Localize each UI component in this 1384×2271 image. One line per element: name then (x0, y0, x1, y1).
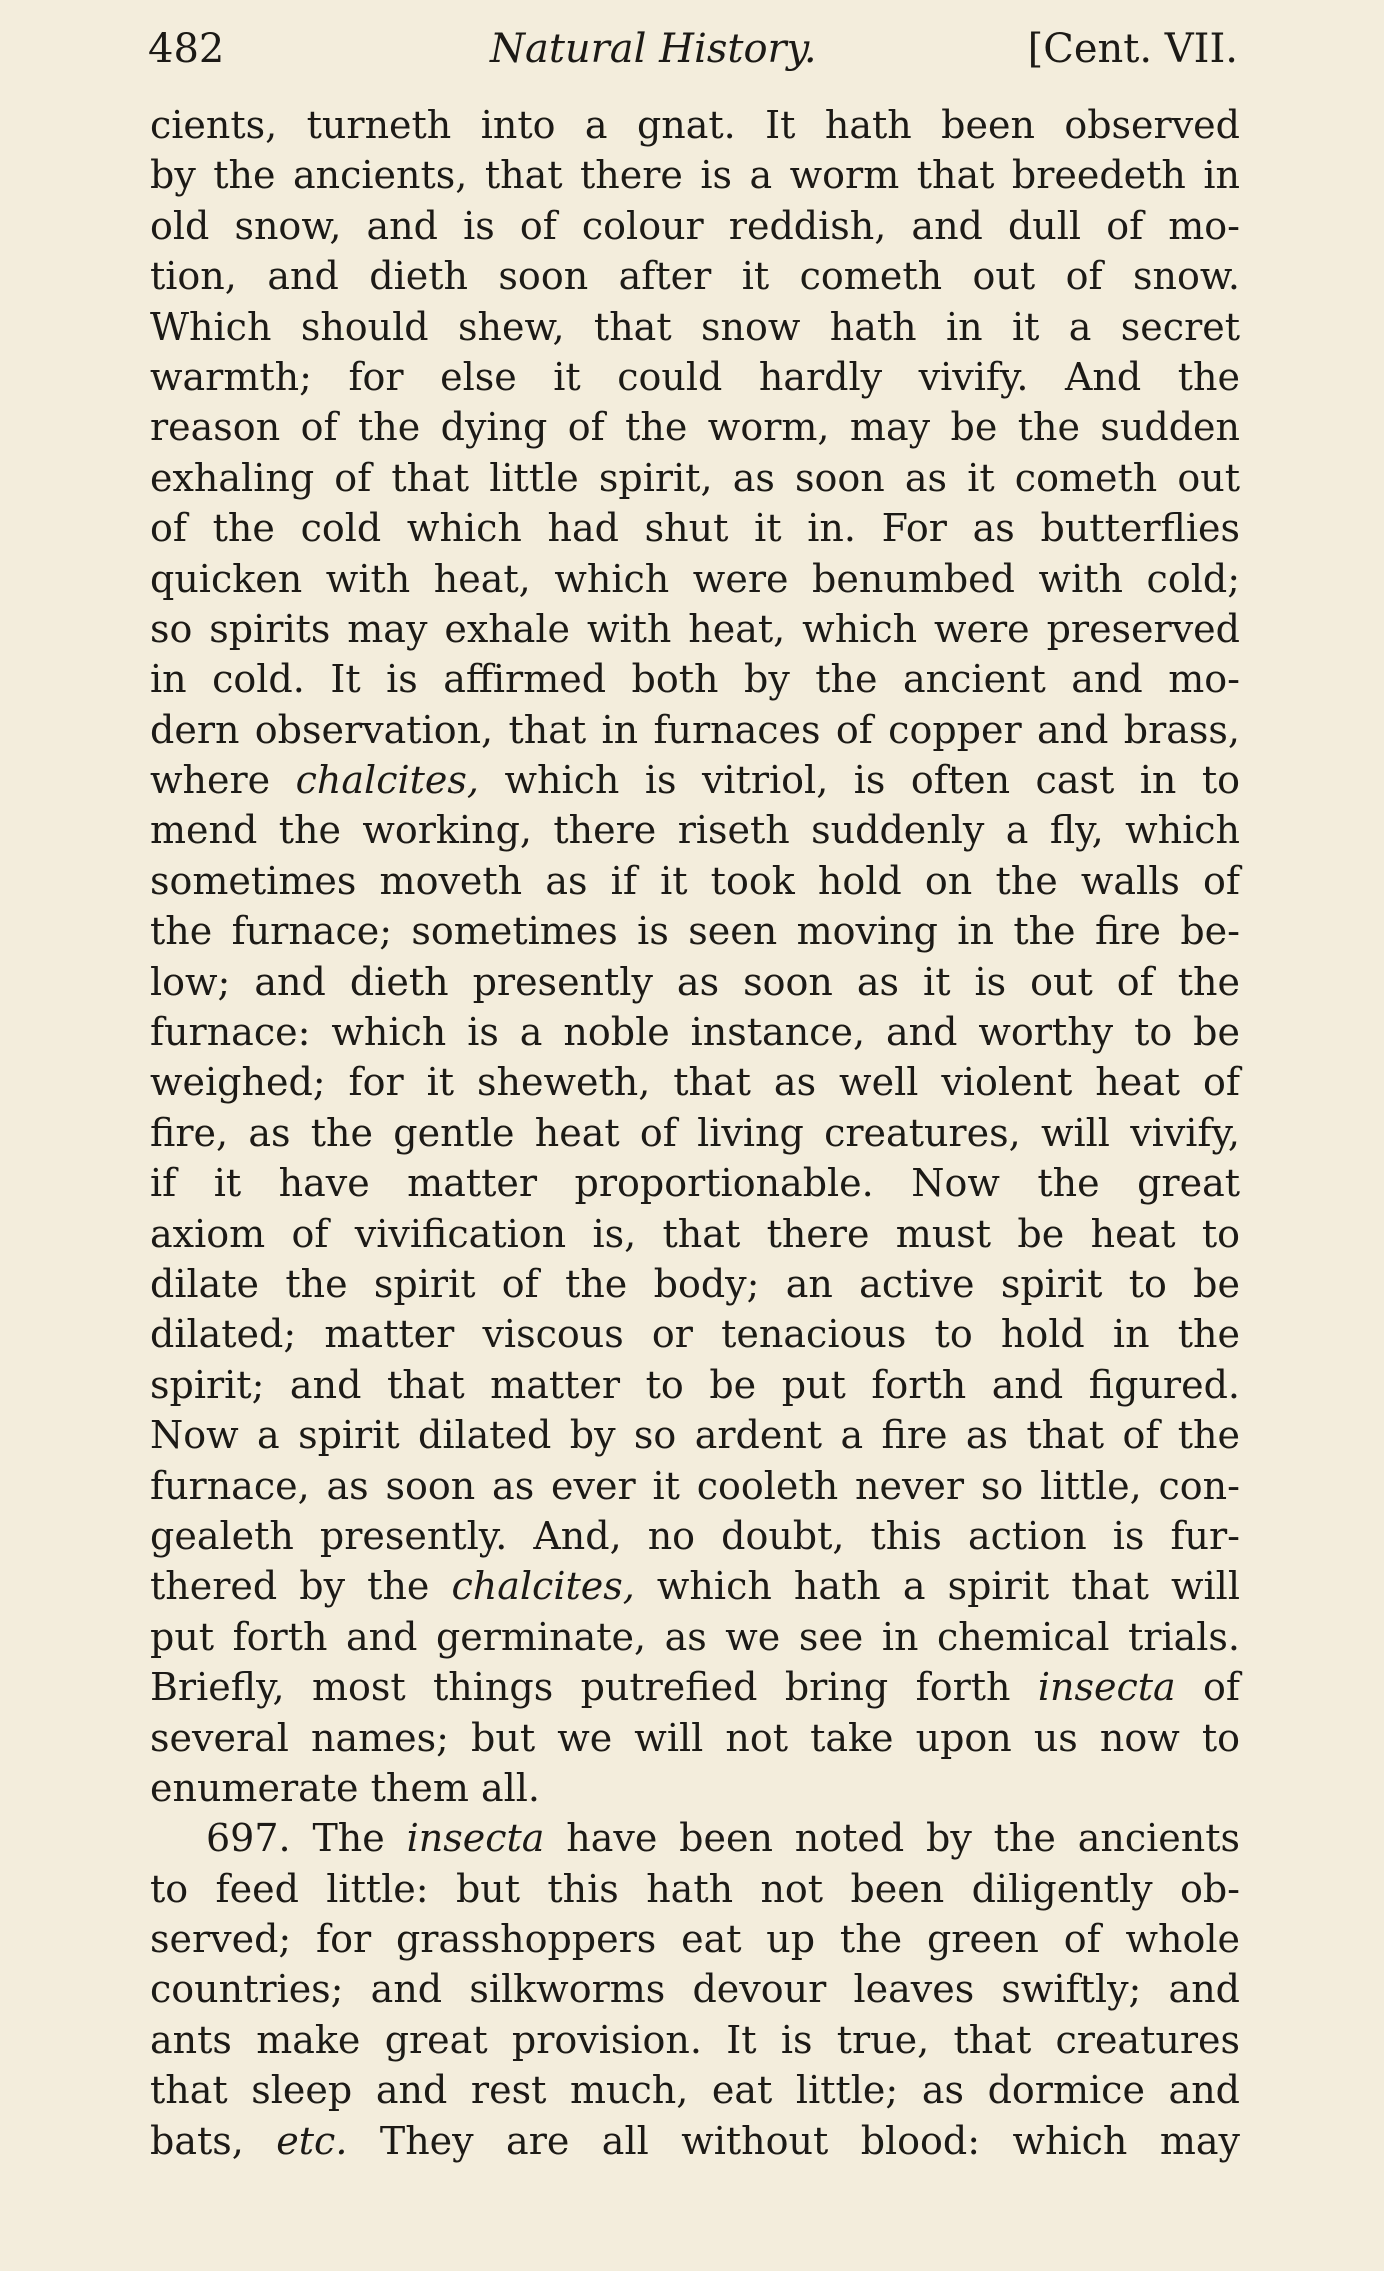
text-line: sometimes moveth as if it took hold on the walls of (150, 858, 1240, 903)
text-line: to feed little: but this hath not been diligently ob- (150, 1866, 1240, 1911)
text-line: low; and dieth presently as soon as it is out of the (150, 959, 1240, 1004)
text-line: furnace, as soon as ever it cooleth never so little, con- (150, 1463, 1240, 1508)
section-label: [Cent. VII. (1027, 26, 1238, 72)
text-line: axiom of vivification is, that there must be heat to (150, 1211, 1240, 1256)
text-line (150, 2116, 1240, 2166)
text-line: fire, as the gentle heat of living creatures, will vivify, (150, 1110, 1240, 1155)
text-line: quicken with heat, which were benumbed with cold; (150, 556, 1240, 601)
text-line: served; for grasshoppers eat up the green of whole (150, 1917, 1240, 1962)
text-line: cients, turneth into a gnat. It hath been observed (150, 103, 1240, 147)
italic-term: insecta (406, 1816, 545, 1861)
text-run: thered by the (150, 1564, 452, 1609)
running-title: Natural History. (490, 26, 817, 72)
text-line: dern observation, that in furnaces of copper and brass, (150, 707, 1240, 752)
text-run: where (150, 758, 296, 803)
text-line (150, 1662, 1240, 1712)
text-run: of (1175, 1665, 1240, 1710)
text-run: which is vitriol, is often cast in to (478, 758, 1240, 803)
text-line: Which should shew, that snow hath in it a secret (150, 304, 1240, 349)
text-line (150, 1561, 1240, 1611)
text-line: dilated; matter viscous or tenacious to hold in the (150, 1312, 1240, 1357)
text-line: so spirits may exhale with heat, which were preserved (150, 606, 1240, 651)
italic-term: chalcites, (451, 1564, 635, 1609)
text-run: They are all without blood: which may (347, 2118, 1240, 2163)
text-line: that sleep and rest much, eat little; as dormice and (150, 2068, 1240, 2113)
text-run: bats, (150, 2118, 277, 2163)
text-line: furnace: which is a noble instance, and worthy to be (150, 1010, 1240, 1055)
text-run: which hath a spirit that will (634, 1564, 1240, 1609)
paragraph-start (150, 1813, 1240, 1863)
text-run: Briefly, most things putrefied bring forth (150, 1665, 1038, 1710)
text-line: enumerate them all. (150, 1765, 541, 1810)
text-line: mend the working, there riseth suddenly a fly, which (150, 808, 1240, 853)
text-line (150, 755, 1240, 805)
text-line: dilate the spirit of the body; an active spirit to be (150, 1261, 1240, 1306)
text-line: put forth and germinate, as we see in chemical trials. (150, 1614, 1240, 1659)
text-line: of the cold which had shut it in. For as butterflies (150, 506, 1240, 551)
text-line: weighed; for it sheweth, that as well violent heat of (150, 1060, 1240, 1105)
page-number: 482 (148, 26, 225, 72)
text-line: the furnace; sometimes is seen moving in the fire be- (150, 909, 1240, 954)
text-line: ants make great provision. It is true, that creatures (150, 2017, 1240, 2062)
text-line: warmth; for else it could hardly vivify. And the (150, 354, 1240, 399)
text-line: old snow, and is of colour reddish, and dull of mo- (150, 203, 1240, 248)
text-line: by the ancients, that there is a worm that breedeth in (150, 153, 1240, 198)
running-header (148, 26, 1238, 86)
text-line: tion, and dieth soon after it cometh out of snow. (150, 254, 1240, 299)
text-line: several names; but we will not take upon us now to (150, 1715, 1240, 1760)
italic-term: chalcites, (295, 758, 479, 803)
text-line: countries; and silkworms devour leaves swiftly; and (150, 1967, 1240, 2012)
text-line: reason of the dying of the worm, may be the sudden (150, 405, 1240, 450)
italic-term: etc. (276, 2118, 348, 2163)
italic-term: insecta (1037, 1665, 1176, 1710)
text-line: Now a spirit dilated by so ardent a fire as that of the (150, 1413, 1240, 1458)
text-line: gealeth presently. And, no doubt, this action is fur- (150, 1513, 1240, 1558)
text-run: have been noted by the ancients (544, 1816, 1240, 1861)
text-line: in cold. It is affirmed both by the ancient and mo- (150, 657, 1240, 702)
text-line: exhaling of that little spirit, as soon as it cometh out (150, 455, 1240, 500)
text-run: 697. The (206, 1816, 407, 1861)
page-body (150, 100, 1240, 2166)
text-line: if it have matter proportionable. Now the great (150, 1161, 1240, 1206)
text-line: spirit; and that matter to be put forth and figured. (150, 1362, 1240, 1407)
